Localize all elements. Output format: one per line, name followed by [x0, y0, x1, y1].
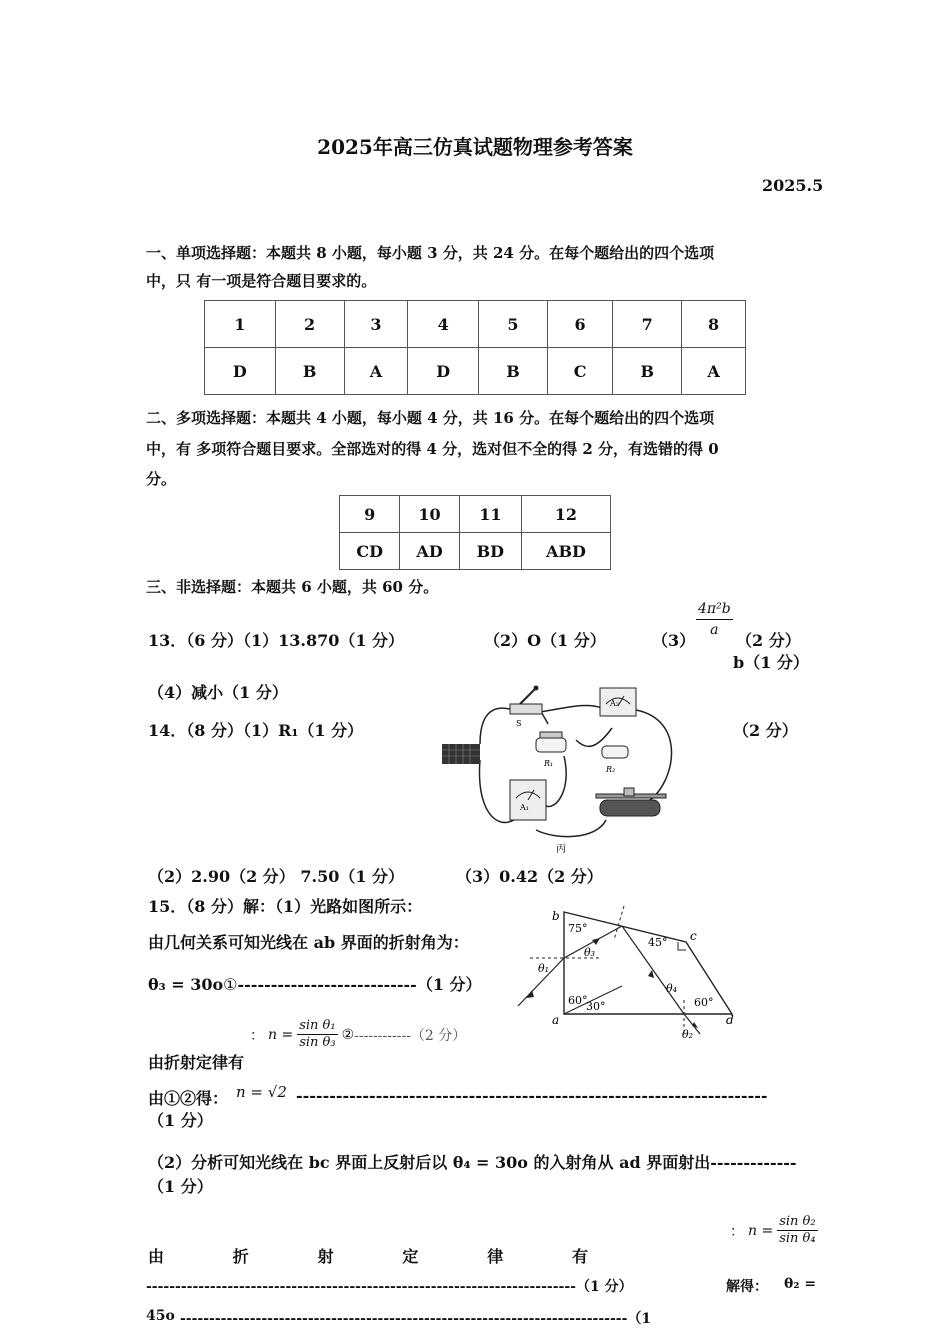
table-cell: 5	[478, 301, 547, 348]
circuit-diagram	[436, 680, 686, 858]
q15-eq3-num: sin θ₂	[779, 1214, 816, 1229]
table-cell: 4	[408, 301, 479, 348]
q14-part2: （2）2.90（2 分） 7.50（1 分）	[148, 867, 405, 886]
q15-eq3	[730, 1214, 818, 1247]
q15-part2-score: （1 分）	[148, 1177, 213, 1196]
table-cell: D	[408, 348, 479, 395]
angle-75-label: 75°	[568, 922, 588, 935]
resistor-icon	[536, 732, 566, 752]
section2-text-line2: 中，有 多项符合题目要求。全部选对的得 4 分，选对但不全的得 2 分，有选错的得 0	[146, 440, 719, 458]
q15-result-label: 由①②得：	[148, 1089, 229, 1108]
q15-final-dashes: -----------------------------------------------------------------------------（1	[180, 1311, 652, 1327]
multi-choice-table	[339, 495, 611, 570]
angle-60d-label: 60°	[694, 996, 714, 1009]
q15-eq2-n: n =	[268, 1026, 294, 1043]
section3-text: 三、非选择题：本题共 6 小题，共 60 分。	[146, 578, 439, 596]
q15-theta2: θ₂ =	[784, 1276, 817, 1292]
q15-theta3: θ₃ = 30o	[148, 975, 224, 994]
spread-char: 有	[571, 1247, 588, 1266]
table-cell: 3	[344, 301, 408, 348]
q13-part4: （4）减小（1 分）	[148, 683, 288, 702]
q15-result-formula	[236, 1083, 287, 1101]
table-cell: CD	[340, 533, 400, 570]
q15-eq2	[250, 1018, 466, 1051]
table-cell: 11	[459, 496, 521, 533]
table-cell: 1	[205, 301, 276, 348]
arrow-icon	[592, 938, 600, 945]
q13-part3-cont: b（1 分）	[733, 653, 809, 672]
table-cell: 7	[613, 301, 682, 348]
optics-diagram	[512, 900, 744, 1042]
q13-frac-den: a	[710, 622, 719, 638]
table-cell: 9	[340, 496, 400, 533]
spread-char: 律	[487, 1247, 504, 1266]
spread-char: 射	[317, 1247, 334, 1266]
vertex-b-label: b	[552, 909, 560, 923]
angle-60a-label: 60°	[568, 994, 588, 1007]
table-cell: 10	[400, 496, 460, 533]
spread-char: 由	[148, 1247, 165, 1266]
theta1-label: θ₁	[538, 962, 550, 975]
q15-intro: 15．（8 分）解：（1）光路如图所示：	[148, 897, 423, 916]
table-cell: B	[478, 348, 547, 395]
ammeter-icon	[510, 780, 546, 820]
q13-fraction	[696, 598, 733, 640]
q15-eq3-n: n =	[748, 1222, 774, 1239]
resistor-icon	[602, 746, 628, 758]
single-choice-table	[204, 300, 746, 395]
q14-part1: 14．（8 分）（1）R₁（1 分）	[148, 721, 364, 740]
q15-line1: 由几何关系可知光线在 ab 界面的折射角为：	[148, 933, 469, 952]
ammeter2-label: A₂	[610, 699, 619, 708]
q15-eq2-den: sin θ₃	[299, 1035, 336, 1050]
vertex-d-label: d	[726, 1013, 734, 1027]
q15-theta2-val: 45o	[146, 1308, 175, 1324]
q15-eq2-num: sin θ₁	[299, 1018, 336, 1033]
spread-char: 折	[232, 1247, 249, 1266]
q15-eq2-tail: ------------（2 分）	[354, 1027, 467, 1044]
q15-eq2-mark: ②	[341, 1026, 355, 1043]
q15-eq1-score: （1 分）	[416, 975, 482, 994]
q15-eq1-dashes: ---------------------------	[237, 975, 417, 994]
r2-label: R₂	[606, 765, 616, 774]
q15-result-dashes: -----------------------------------------------------------------------	[296, 1086, 768, 1105]
circuit-caption: 丙	[556, 844, 566, 855]
q15-eq1-mark: ①	[223, 975, 238, 994]
q15-eq1	[148, 972, 482, 995]
q15-eq2-prefix: ：	[250, 1027, 264, 1044]
section2-text-line1: 二、多项选择题：本题共 4 小题，每小题 4 分，共 16 分。在每个题给出的四个选项	[146, 409, 715, 427]
theta2-label: θ₂	[682, 1028, 694, 1041]
table-cell: C	[547, 348, 612, 395]
angle-30-label: 30°	[586, 1000, 606, 1013]
table-cell: 8	[682, 301, 746, 348]
q13-part3-label: （3）	[652, 631, 696, 650]
ammeter1-label: A₁	[520, 803, 529, 812]
q15-result-formula-text: n = √2	[236, 1083, 287, 1101]
table-cell: 12	[521, 496, 610, 533]
theta4-label: θ₄	[666, 982, 678, 995]
section2-text-line3: 分。	[146, 470, 177, 488]
q15-refraction-label: 由折射定律有	[148, 1053, 245, 1072]
q15-eq3-dashes: --------------------------------------------------------------------------（1 分）	[146, 1279, 633, 1295]
q13-part1: 13．（6 分）（1）13.870（1 分）	[148, 631, 405, 650]
switch-label: S	[516, 719, 522, 728]
date: 2025.5	[762, 176, 824, 195]
angle-45-label: 45°	[648, 936, 668, 949]
table-cell: B	[275, 348, 344, 395]
table-cell: 2	[275, 301, 344, 348]
section1-text-line1: 一、单项选择题：本题共 8 小题，每小题 3 分，共 24 分。在每个题给出的四个选项	[146, 244, 715, 262]
q15-eq3-den: sin θ₄	[779, 1231, 816, 1246]
table-cell: D	[205, 348, 276, 395]
q15-part2-line: （2）分析可知光线在 bc 界面上反射后以 θ₄ = 30o 的入射角从 ad 界面射出-------------	[148, 1153, 797, 1172]
spread-char: 定	[402, 1247, 419, 1266]
table-cell: ABD	[521, 533, 610, 570]
q15-spread-text	[148, 1244, 588, 1267]
section1-text-line2: 中，只 有一项是符合题目要求的。	[146, 272, 377, 290]
q13-part2: （2）O（1 分）	[484, 631, 606, 650]
q13-frac-num: 4π²b	[696, 599, 733, 620]
q15-eq3-prefix: ：	[730, 1223, 744, 1240]
arrow-icon	[648, 970, 654, 978]
page-title: 2025年高三仿真试题物理参考答案	[317, 135, 633, 159]
switch-icon	[510, 686, 542, 715]
table-cell: A	[682, 348, 746, 395]
theta3-label: θ₃	[584, 946, 596, 959]
q14-part1-score: （2 分）	[733, 721, 798, 740]
vertex-c-label: c	[690, 929, 697, 943]
rheostat-icon	[596, 788, 666, 816]
q13-part3-score: （2 分）	[736, 631, 801, 650]
table-cell: AD	[400, 533, 460, 570]
table-cell: BD	[459, 533, 521, 570]
table-cell: A	[344, 348, 408, 395]
q15-solve-label: 解得：	[726, 1279, 768, 1295]
q15-result-score: （1 分）	[148, 1111, 213, 1130]
q14-part3: （3）0.42（2 分）	[456, 867, 603, 886]
r1-label: R₁	[544, 759, 554, 768]
solar-panel-icon	[442, 744, 480, 764]
table-cell: B	[613, 348, 682, 395]
table-cell: 6	[547, 301, 612, 348]
vertex-a-label: a	[552, 1013, 560, 1027]
